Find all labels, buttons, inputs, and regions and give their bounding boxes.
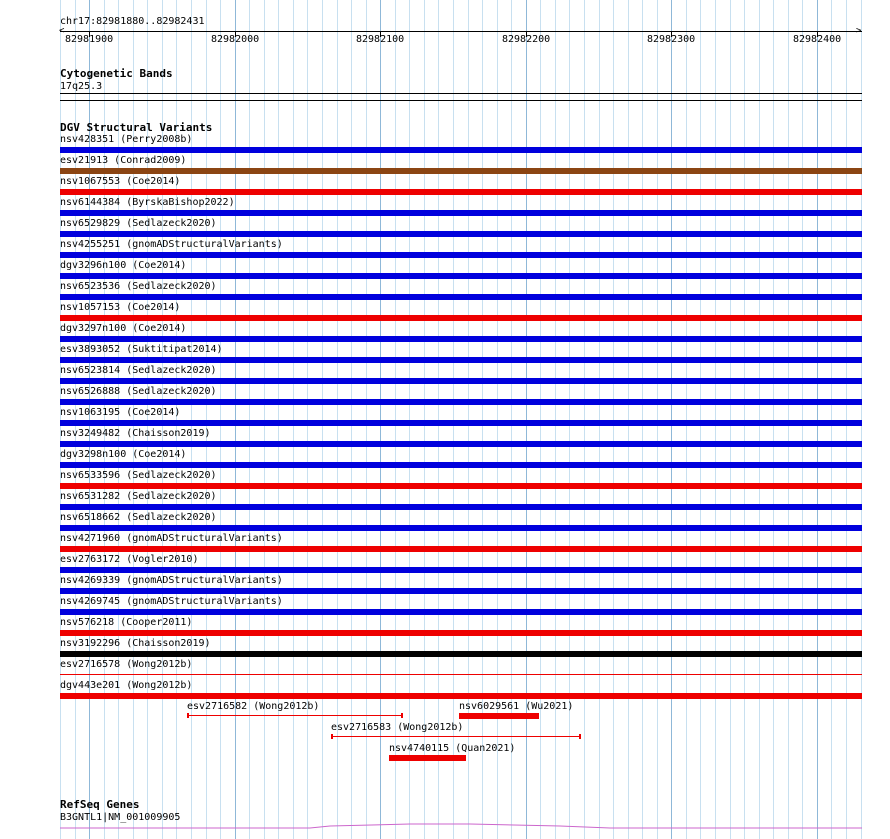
variant-label[interactable]: nsv6029561 (Wu2021) (459, 701, 574, 712)
variant-label[interactable]: nsv1063195 (Coe2014) (60, 407, 181, 418)
variant-bar[interactable] (60, 567, 862, 573)
variant-label[interactable]: nsv6523536 (Sedlazeck2020) (60, 281, 217, 292)
ruler-axis (60, 31, 862, 32)
variant-line[interactable] (187, 715, 402, 716)
variant-bar[interactable] (60, 504, 862, 510)
variant-bar[interactable] (60, 273, 862, 279)
variant-bar[interactable] (60, 252, 862, 258)
ruler-tick-label: 82982000 (211, 34, 260, 45)
variant-label[interactable]: nsv6523814 (Sedlazeck2020) (60, 365, 217, 376)
variant-label[interactable]: esv2716578 (Wong2012b) (60, 659, 193, 670)
variant-label[interactable]: esv21913 (Conrad2009) (60, 155, 187, 166)
variant-bar[interactable] (60, 420, 862, 426)
variant-label[interactable]: esv3893052 (Suktitipat2014) (60, 344, 223, 355)
variant-bar[interactable] (60, 525, 862, 531)
variant-bar[interactable] (60, 315, 862, 321)
variant-label[interactable]: nsv1067553 (Coe2014) (60, 176, 181, 187)
variant-bar[interactable] (60, 651, 862, 657)
variant-bar[interactable] (60, 630, 862, 636)
variant-bar[interactable] (60, 588, 862, 594)
variant-bar[interactable] (60, 399, 862, 405)
variant-label[interactable]: nsv3249482 (Chaisson2019) (60, 428, 211, 439)
variant-bar[interactable] (60, 147, 862, 153)
variant-bar[interactable] (60, 294, 862, 300)
variant-line[interactable] (331, 736, 580, 737)
ruler-tick-label: 82982200 (502, 34, 551, 45)
variant-bar[interactable] (60, 231, 862, 237)
variant-bar[interactable] (60, 693, 862, 699)
cytogenetic-bands-title: Cytogenetic Bands (60, 67, 173, 80)
variant-bar[interactable] (60, 609, 862, 615)
variant-bar[interactable] (60, 378, 862, 384)
variant-label[interactable]: dgv3296n100 (Coe2014) (60, 260, 187, 271)
ruler-tick-label: 82982300 (647, 34, 696, 45)
variant-label[interactable]: nsv1057153 (Coe2014) (60, 302, 181, 313)
variant-label[interactable]: nsv6529829 (Sedlazeck2020) (60, 218, 217, 229)
variant-label[interactable]: nsv6526888 (Sedlazeck2020) (60, 386, 217, 397)
variant-bar[interactable] (459, 713, 539, 719)
variant-line-end-cap (187, 713, 189, 718)
variant-label[interactable]: nsv6533596 (Sedlazeck2020) (60, 470, 217, 481)
variant-label[interactable]: nsv4255251 (gnomADStructuralVariants) (60, 239, 283, 250)
gene-model-line (60, 824, 862, 828)
variant-label[interactable]: dgv3297n100 (Coe2014) (60, 323, 187, 334)
variant-label[interactable]: nsv4740115 (Quan2021) (389, 743, 516, 754)
variant-label[interactable]: dgv443e201 (Wong2012b) (60, 680, 193, 691)
variant-label[interactable]: dgv3298n100 (Coe2014) (60, 449, 187, 460)
variant-label[interactable]: nsv6531282 (Sedlazeck2020) (60, 491, 217, 502)
ruler-tick-label: 82982100 (356, 34, 405, 45)
variant-label[interactable]: nsv3192296 (Chaisson2019) (60, 638, 211, 649)
variant-bar[interactable] (60, 357, 862, 363)
ruler-tick-label: 82981900 (65, 34, 114, 45)
ruler[interactable] (0, 26, 890, 48)
location-label: chr17:82981880..82982431 (60, 16, 205, 27)
cytoband-label: 17q25.3 (60, 81, 103, 92)
variant-bar[interactable] (60, 210, 862, 216)
dgv-track-title: DGV Structural Variants (60, 121, 213, 134)
refseq-gene-label[interactable]: B3GNTL1|NM_001009905 (60, 812, 181, 823)
variant-label[interactable]: esv2763172 (Vogler2010) (60, 554, 199, 565)
cytoband-line-bottom (60, 100, 862, 101)
cytoband-line-top[interactable] (60, 93, 862, 94)
variant-label[interactable]: nsv4271960 (gnomADStructuralVariants) (60, 533, 283, 544)
variant-bar[interactable] (60, 483, 862, 489)
variant-label[interactable]: nsv428351 (Perry2008b) (60, 134, 193, 145)
variant-bar[interactable] (60, 441, 862, 447)
refseq-gene-feature[interactable] (0, 820, 890, 839)
variant-bar[interactable] (60, 546, 862, 552)
variant-line-end-cap (331, 734, 333, 739)
variant-label[interactable]: esv2716582 (Wong2012b) (187, 701, 320, 712)
variant-label[interactable]: nsv6144384 (ByrskaBishop2022) (60, 197, 235, 208)
variant-label[interactable]: nsv4269745 (gnomADStructuralVariants) (60, 596, 283, 607)
ruler-right-arrow: > (856, 26, 862, 36)
variant-bar[interactable] (60, 168, 862, 174)
variant-label[interactable]: nsv576218 (Cooper2011) (60, 617, 193, 628)
variant-bar[interactable] (389, 755, 466, 761)
variant-line-end-cap (579, 734, 581, 739)
variant-label[interactable]: esv2716583 (Wong2012b) (331, 722, 464, 733)
variant-label[interactable]: nsv6518662 (Sedlazeck2020) (60, 512, 217, 523)
ruler-tick-label: 82982400 (793, 34, 842, 45)
variant-label[interactable]: nsv4269339 (gnomADStructuralVariants) (60, 575, 283, 586)
variant-line-end-cap (401, 713, 403, 718)
variant-bar[interactable] (60, 189, 862, 195)
refseq-track-title: RefSeq Genes (60, 798, 140, 811)
ruler-left-arrow: < (59, 26, 65, 36)
variant-bar[interactable] (60, 462, 862, 468)
variant-bar[interactable] (60, 336, 862, 342)
variant-bar[interactable] (60, 674, 862, 675)
